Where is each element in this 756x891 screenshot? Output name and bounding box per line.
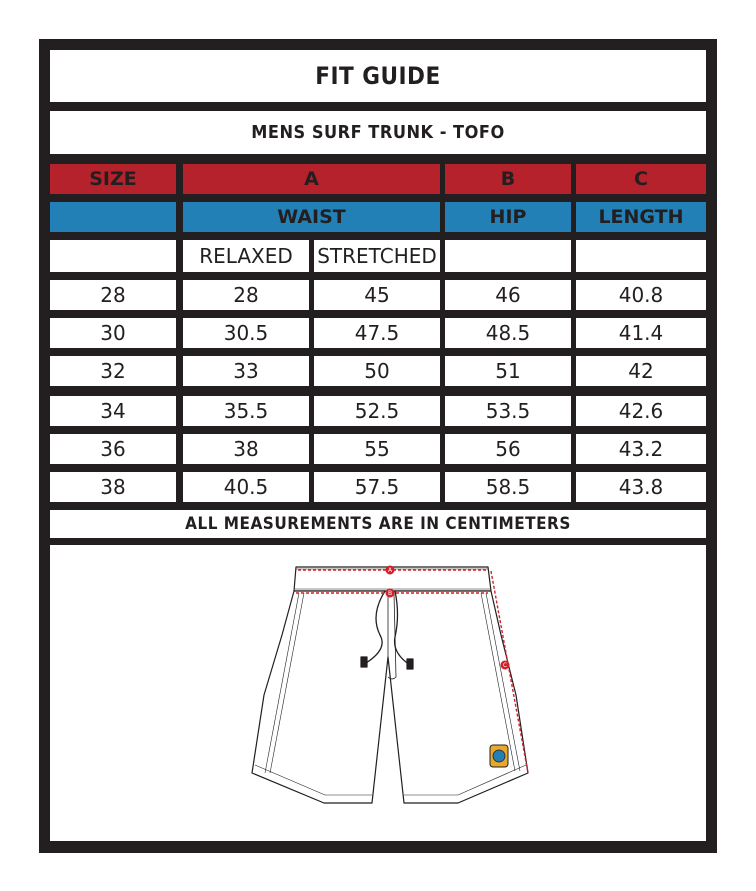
waist-relaxed-cell: 28 xyxy=(183,280,309,310)
waist-stretched-cell: 55 xyxy=(314,434,440,464)
subheader-relaxed: RELAXED xyxy=(183,240,309,272)
header-size: SIZE xyxy=(50,164,176,194)
header-c: C xyxy=(576,164,706,194)
length-cell: 42 xyxy=(576,356,706,386)
hip-cell: 46 xyxy=(445,280,571,310)
waist-stretched-cell: 45 xyxy=(314,280,440,310)
header-length: LENGTH xyxy=(576,202,706,232)
waist-relaxed-cell: 38 xyxy=(183,434,309,464)
waist-relaxed-cell: 40.5 xyxy=(183,472,309,502)
shorts-illustration xyxy=(50,545,706,841)
length-cell: 41.4 xyxy=(576,318,706,348)
size-cell: 32 xyxy=(50,356,176,386)
header-waist: WAIST xyxy=(183,202,440,232)
size-cell: 28 xyxy=(50,280,176,310)
size-cell: 38 xyxy=(50,472,176,502)
length-cell: 40.8 xyxy=(576,280,706,310)
header-b: B xyxy=(445,164,571,194)
subheader-stretched: STRETCHED xyxy=(314,240,440,272)
size-cell: 34 xyxy=(50,396,176,426)
subheader-blank-length xyxy=(576,240,706,272)
subheader-blank-size xyxy=(50,240,176,272)
shorts-diagram xyxy=(50,545,706,841)
length-cell: 42.6 xyxy=(576,396,706,426)
hip-cell: 58.5 xyxy=(445,472,571,502)
waist-stretched-cell: 57.5 xyxy=(314,472,440,502)
waist-relaxed-cell: 33 xyxy=(183,356,309,386)
fit-guide-title: FIT GUIDE xyxy=(50,50,706,102)
marker-a-label: A xyxy=(387,567,393,574)
measurement-note: ALL MEASUREMENTS ARE IN CENTIMETERS xyxy=(50,510,706,538)
hip-cell: 51 xyxy=(445,356,571,386)
waist-stretched-cell: 47.5 xyxy=(314,318,440,348)
waist-stretched-cell: 52.5 xyxy=(314,396,440,426)
header-blank xyxy=(50,202,176,232)
size-cell: 36 xyxy=(50,434,176,464)
waist-relaxed-cell: 30.5 xyxy=(183,318,309,348)
product-subtitle: MENS SURF TRUNK - TOFO xyxy=(50,111,706,154)
header-hip: HIP xyxy=(445,202,571,232)
waist-relaxed-cell: 35.5 xyxy=(183,396,309,426)
hip-cell: 53.5 xyxy=(445,396,571,426)
hip-cell: 56 xyxy=(445,434,571,464)
logo-badge-icon xyxy=(490,745,508,767)
hip-cell: 48.5 xyxy=(445,318,571,348)
size-cell: 30 xyxy=(50,318,176,348)
marker-b-label: B xyxy=(387,590,393,597)
marker-c-label: C xyxy=(502,662,508,669)
length-cell: 43.2 xyxy=(576,434,706,464)
waist-stretched-cell: 50 xyxy=(314,356,440,386)
header-a: A xyxy=(183,164,440,194)
length-cell: 43.8 xyxy=(576,472,706,502)
subheader-blank-hip xyxy=(445,240,571,272)
